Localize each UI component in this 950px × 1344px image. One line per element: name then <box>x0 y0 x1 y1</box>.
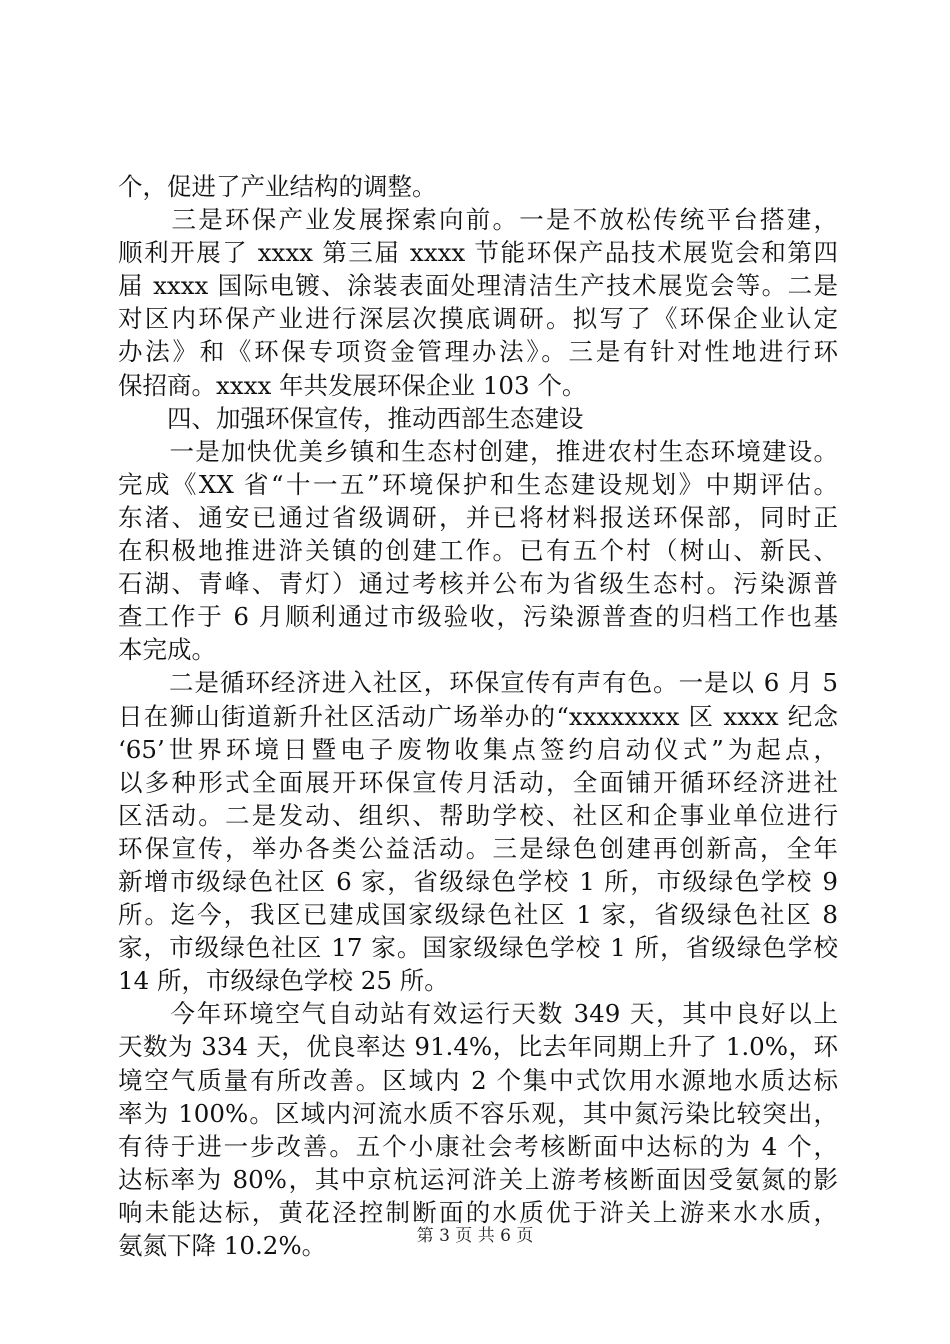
text-line: 三是环保产业发展探索向前。一是不放松传统平台搭建， <box>118 205 838 235</box>
text-line: ‘65’世界环境日暨电子废物收集点签约启动仪式”为起点， <box>118 734 838 764</box>
text-line: 区活动。二是发动、组织、帮助学校、社区和企事业单位进行 <box>118 800 838 830</box>
text-line: 石湖、青峰、青灯）通过考核并公布为省级生态村。污染源普 <box>118 569 838 599</box>
text-line: 东渚、通安已通过省级调研，并已将材料报送环保部，同时正 <box>118 502 838 532</box>
text-line: 日在狮山街道新升社区活动广场举办的“xxxxxxxx 区 xxxx 纪念 <box>118 701 838 731</box>
text-line: 办法》和《环保专项资金管理办法》。三是有针对性地进行环 <box>118 337 838 367</box>
text-line: 四、加强环保宣传，推动西部生态建设 <box>118 403 584 433</box>
text-line: 在积极地推进浒关镇的创建工作。已有五个村（树山、新民、 <box>118 536 838 566</box>
text-line: 响未能达标，黄花泾控制断面的水质优于浒关上游来水水质， <box>118 1197 838 1227</box>
text-line: 天数为 334 天，优良率达 91.4%，比去年同期上升了 1.0%，环 <box>118 1032 838 1062</box>
text-line: 保招商。xxxx 年共发展环保企业 103 个。 <box>118 370 587 400</box>
text-line: 顺利开展了 xxxx 第三届 xxxx 节能环保产品技术展览会和第四 <box>118 238 838 268</box>
text-line: 境空气质量有所改善。区域内 2 个集中式饮用水源地水质达标 <box>118 1065 838 1095</box>
text-line: 14 所，市级绿色学校 25 所。 <box>118 966 449 996</box>
text-line: 家，市级绿色社区 17 家。国家级绿色学校 1 所，省级绿色学校 <box>118 933 838 963</box>
text-line: 完成《XX 省“十一五”环境保护和生态建设规划》中期评估。 <box>118 469 838 499</box>
text-line: 新增市级绿色社区 6 家，省级绿色学校 1 所，市级绿色学校 9 <box>118 866 838 896</box>
text-line: 氨氮下降 10.2%。 <box>118 1231 327 1260</box>
text-line: 一是加快优美乡镇和生态村创建，推进农村生态环境建设。 <box>118 436 838 466</box>
text-line: 以多种形式全面展开环保宣传月活动，全面铺开循环经济进社 <box>118 767 838 797</box>
text-line: 达标率为 80%，其中京杭运河浒关上游考核断面因受氨氮的影 <box>118 1164 838 1194</box>
text-line: 届 xxxx 国际电镀、涂装表面处理清洁生产技术展览会等。二是 <box>118 271 838 301</box>
text-line: 个，促进了产业结构的调整。 <box>118 172 437 201</box>
text-line: 对区内环保产业进行深层次摸底调研。拟写了《环保企业认定 <box>118 304 838 334</box>
text-line: 有待于进一步改善。五个小康社会考核断面中达标的为 4 个， <box>118 1131 838 1161</box>
text-line: 二是循环经济进入社区，环保宣传有声有色。一是以 6 月 5 <box>118 668 838 698</box>
text-line: 今年环境空气自动站有效运行天数 349 天，其中良好以上 <box>118 999 838 1029</box>
body-text <box>118 170 838 1262</box>
text-line: 率为 100%。区域内河流水质不容乐观，其中氮污染比较突出， <box>118 1098 838 1128</box>
text-line: 环保宣传，举办各类公益活动。三是绿色创建再创新高，全年 <box>118 833 838 863</box>
text-line: 本完成。 <box>118 635 216 665</box>
page-footer: 第 3 页 共 6 页 <box>416 1226 534 1246</box>
text-line: 查工作于 6 月顺利通过市级验收，污染源普查的归档工作也基 <box>118 602 838 632</box>
text-line: 所。迄今，我区已建成国家级绿色社区 1 家，省级绿色社区 8 <box>118 900 838 930</box>
